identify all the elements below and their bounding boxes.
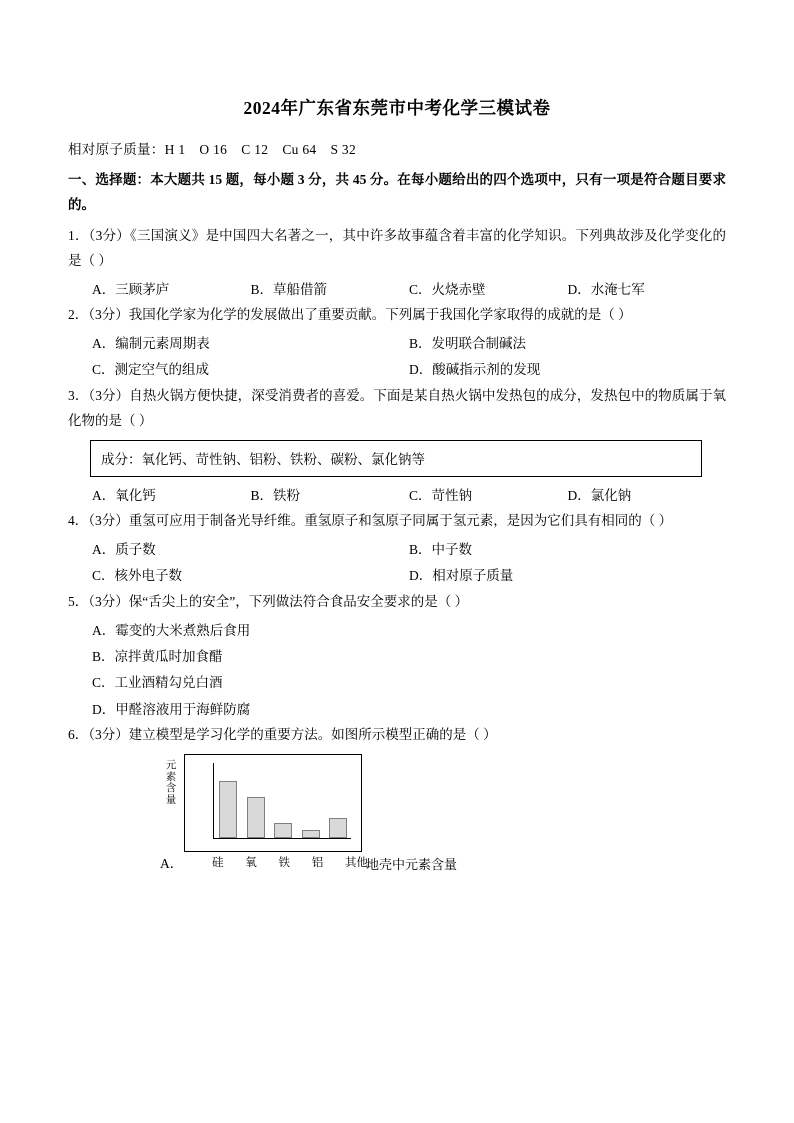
question-5-stem	[68, 590, 726, 615]
question-4-options-row-1	[68, 537, 726, 563]
atomic-mass-h: H 1	[164, 142, 186, 157]
chart-y-axis-label: 元素含量	[165, 759, 177, 807]
chart-plot-area	[213, 763, 351, 839]
chart-y-axis	[213, 763, 214, 839]
chart-x-axis	[213, 838, 351, 839]
question-5-options	[68, 618, 726, 723]
question-4-stem	[68, 509, 726, 534]
question-3-ingredient-box: 成分：氧化钙、苛性钠、铝粉、铁粉、碳粉、氯化钠等	[90, 440, 702, 477]
question-5-option-c[interactable]: C．工业酒精勾兑白酒	[92, 675, 223, 691]
question-5-text: 保“舌尖上的安全”，下列做法符合食品安全要求的是（ ）	[128, 593, 469, 609]
question-5-option-d[interactable]: D．甲醛溶液用于海鲜防腐	[92, 701, 251, 717]
page-title: 2024年广东省东莞市中考化学三模试卷	[243, 98, 551, 118]
question-4-text: 重氢可应用于制备光导纤维。重氢原子和氢原子同属于氢元素，是因为它们具有相同的（ ）	[128, 513, 673, 529]
question-2-options-row-2	[68, 357, 726, 383]
atomic-mass-s: S 32	[330, 142, 357, 157]
chart-tick-fe: 铁	[278, 856, 290, 869]
chart-bar-si	[219, 781, 237, 838]
chart-tick-al: 铝	[311, 856, 324, 869]
question-2-option-b[interactable]: B．发明联合制碱法	[409, 336, 527, 352]
question-4-score: （3分）	[88, 513, 129, 529]
chart-bar-other	[329, 818, 347, 838]
question-5-option-a[interactable]: A．霉变的大米煮熟后食用	[92, 622, 251, 638]
question-1-option-a[interactable]: A．三顾茅庐	[92, 281, 170, 297]
question-1-option-c[interactable]: C．火烧赤壁	[409, 281, 486, 297]
question-2-option-a[interactable]: A．编制元素周期表	[92, 336, 210, 352]
question-1-option-b[interactable]: B．草船借箭	[250, 281, 328, 297]
question-4-option-d[interactable]: D．相对原子质量	[409, 568, 514, 584]
question-2-score: （3分）	[88, 307, 129, 323]
question-2-stem	[68, 303, 726, 328]
question-3-stem	[68, 384, 726, 434]
question-2-option-c[interactable]: C．测定空气的组成	[92, 362, 210, 378]
question-6-option-a[interactable]: A．	[160, 855, 184, 871]
question-3-option-a[interactable]: A．氧化钙	[92, 487, 156, 503]
question-6-figure	[68, 754, 726, 874]
question-3-option-b[interactable]: B．铁粉	[250, 487, 301, 503]
question-3-text: 自热火锅方便快捷，深受消费者的喜爱。下面是某自热火锅中发热包的成分，发热包中的物质属于氧化物的是（ ）	[68, 387, 727, 428]
question-3-option-d[interactable]: D．氯化钠	[567, 487, 632, 503]
question-4-option-b[interactable]: B．中子数	[409, 542, 473, 557]
question-3-option-c[interactable]: C．苛性钠	[409, 487, 473, 503]
chart-tick-o: 氧	[245, 856, 257, 869]
question-1-options	[68, 277, 726, 303]
element-abundance-bar-chart	[184, 754, 362, 852]
question-5-score: （3分）	[88, 593, 129, 609]
atomic-mass-cu: Cu 64	[282, 142, 317, 157]
question-2-number: 2．	[68, 307, 89, 323]
question-1-score: （3分）	[88, 227, 130, 243]
chart-bar-o	[247, 797, 265, 838]
atomic-mass-o: O 16	[199, 142, 228, 157]
question-6-number: 6．	[68, 726, 89, 742]
question-2-text: 我国化学家为化学的发展做出了重要贡献。下列属于我国化学家取得的成就的是（ ）	[128, 307, 632, 323]
question-1-option-d[interactable]: D．水淹七军	[567, 281, 645, 297]
atomic-mass-label: 相对原子质量：	[68, 142, 165, 157]
chart-x-tick-labels	[212, 854, 368, 870]
question-6-stem	[68, 723, 726, 748]
question-1-stem	[68, 224, 726, 274]
question-4-option-a[interactable]: A．质子数	[92, 542, 156, 557]
question-1-text: 《三国演义》是中国四大名著之一，其中许多故事蕴含着丰富的化学知识。下列典故涉及化学变化的是（ ）	[68, 227, 727, 268]
chart-bar-al	[302, 830, 320, 838]
question-3-score: （3分）	[88, 387, 130, 403]
chart-bars	[219, 763, 347, 838]
question-4-option-c[interactable]: C．核外电子数	[92, 568, 183, 584]
question-3-options	[68, 483, 726, 509]
atomic-mass-line	[68, 138, 726, 158]
question-2-options-row-1	[68, 331, 726, 357]
section-heading: 一、选择题：本大题共 15 题，每小题 3 分，共 45 分。在每小题给出的四个选项中，只有一项是符合题目要求的。	[68, 172, 726, 212]
question-6-score: （3分）	[88, 726, 129, 742]
chart-title: 地壳中元素含量	[366, 856, 458, 872]
question-5-option-b[interactable]: B．凉拌黄瓜时加食醋	[92, 648, 223, 664]
chart-tick-other: 其他	[345, 856, 368, 869]
question-3-number: 3．	[68, 387, 89, 403]
question-6-text: 建立模型是学习化学的重要方法。如图所示模型正确的是（ ）	[128, 726, 497, 742]
question-4-number: 4．	[68, 513, 89, 529]
atomic-mass-c: C 12	[241, 142, 269, 157]
chart-tick-si: 硅	[212, 856, 224, 869]
question-4-options-row-2	[68, 563, 726, 589]
question-5-number: 5．	[68, 593, 89, 609]
chart-bar-fe	[274, 823, 292, 838]
question-2-option-d[interactable]: D．酸碱指示剂的发现	[409, 362, 541, 378]
question-1-number: 1．	[68, 227, 89, 243]
